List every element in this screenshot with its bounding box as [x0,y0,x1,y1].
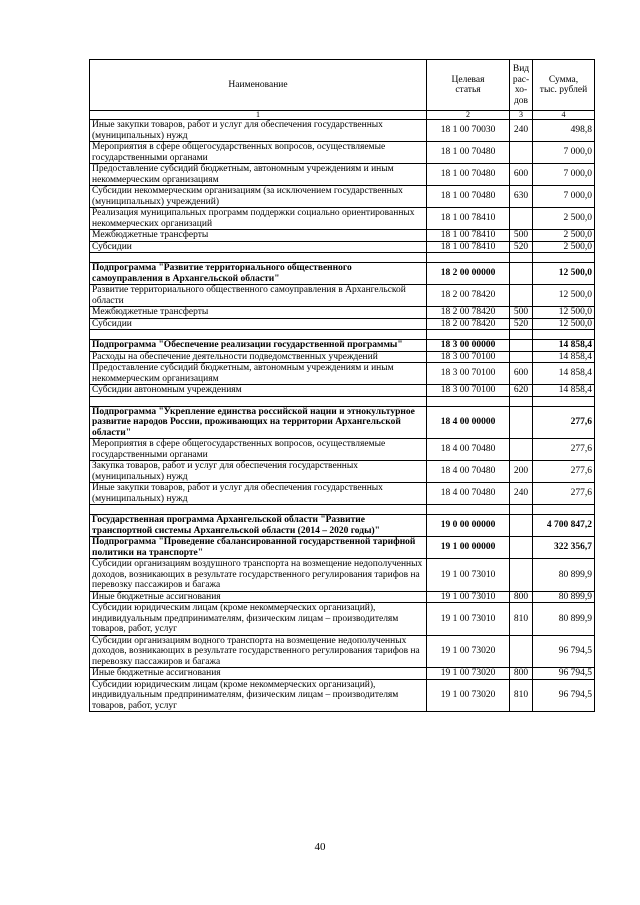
name-cell: Иные закупки товаров, работ и услуг для обеспечения государственных (муниципальных) нужд [90,483,427,505]
expense-kind-cell [510,351,533,363]
name-cell: Субсидии организациям водного транспорта на возмещение недополученных доходов, возникающих в результате государственного регулирования тарифов на перевозку пассажиров и багажа [90,635,427,668]
spacer-cell [90,330,427,340]
expense-kind-cell: 200 [510,461,533,483]
spacer-cell [533,396,595,406]
section-row [90,406,595,439]
name-cell: Субсидии юридическим лицам (кроме некоммерческих организаций), индивидуальным предпринимателям, физическим лицам – производителям товаров, работ, услуг [90,679,427,712]
table-row [90,385,595,397]
name-cell: Субсидии автономным учреждениям [90,385,427,397]
table-row [90,635,595,668]
expense-kind-cell: 500 [510,230,533,242]
table-row [90,164,595,186]
expense-kind-cell [510,263,533,285]
sum-cell: 80 899,9 [533,603,595,636]
target-code-cell: 18 1 00 70030 [427,120,510,142]
sum-cell: 498,8 [533,120,595,142]
table-row [90,120,595,142]
sum-cell: 2 500,0 [533,208,595,230]
budget-table [89,59,595,712]
spacer-cell [427,396,510,406]
target-code-cell: 18 1 00 70480 [427,142,510,164]
sum-cell: 277,6 [533,461,595,483]
expense-kind-cell: 800 [510,591,533,603]
expense-kind-cell: 810 [510,679,533,712]
sum-cell: 12 500,0 [533,318,595,330]
sum-cell: 80 899,9 [533,591,595,603]
name-cell: Развитие территориального общественного самоуправления в Архангельской области [90,285,427,307]
target-code-cell: 18 2 00 78420 [427,285,510,307]
name-cell: Закупка товаров, работ и услуг для обеспечения государственных (муниципальных) нужд [90,461,427,483]
expense-kind-cell: 520 [510,318,533,330]
name-cell: Предоставление субсидий бюджетным, автономным учреждениям и иным некоммерческим организациям [90,363,427,385]
target-code-cell: 19 1 00 73010 [427,603,510,636]
header-num-3: 3 [510,111,533,120]
spacer-cell [427,253,510,263]
sum-cell: 277,6 [533,439,595,461]
sum-cell: 7 000,0 [533,164,595,186]
table-row [90,208,595,230]
name-cell: Иные бюджетные ассигнования [90,668,427,680]
header-num-1: 1 [90,111,427,120]
expense-kind-cell: 600 [510,363,533,385]
spacer-cell [533,330,595,340]
table-row [90,679,595,712]
name-cell: Иные закупки товаров, работ и услуг для обеспечения государственных (муниципальных) нужд [90,120,427,142]
target-code-cell: 19 1 00 00000 [427,537,510,559]
table-header [90,60,595,120]
name-cell: Межбюджетные трансферты [90,230,427,242]
header-target: Целевая статья [427,60,510,111]
table-row [90,483,595,505]
header-num-2: 2 [427,111,510,120]
header-sum: Сумма, тыс. рублей [533,60,595,111]
name-cell: Государственная программа Архангельской области "Развитие транспортной системы Архангельской области (2014 – 2020 годы)" [90,515,427,537]
expense-kind-cell [510,406,533,439]
expense-kind-cell: 800 [510,668,533,680]
sum-cell: 96 794,5 [533,679,595,712]
expense-kind-cell: 240 [510,120,533,142]
expense-kind-cell: 520 [510,241,533,253]
header-name: Наименование [90,60,427,111]
target-code-cell: 18 3 00 70100 [427,385,510,397]
sum-cell: 12 500,0 [533,285,595,307]
name-cell: Подпрограмма "Проведение сбалансированной государственной тарифной политики на транспорте" [90,537,427,559]
spacer-cell [510,396,533,406]
spacer-cell [90,505,427,515]
sum-cell: 277,6 [533,406,595,439]
spacer-row [90,330,595,340]
spacer-cell [510,253,533,263]
sum-cell: 14 858,4 [533,385,595,397]
target-code-cell: 18 1 00 70480 [427,164,510,186]
target-code-cell: 18 4 00 00000 [427,406,510,439]
table-row [90,285,595,307]
name-cell: Межбюджетные трансферты [90,307,427,319]
name-cell: Мероприятия в сфере общегосударственных вопросов, осуществляемые государственными органами [90,142,427,164]
target-code-cell: 18 4 00 70480 [427,439,510,461]
target-code-cell: 18 2 00 78420 [427,307,510,319]
sum-cell: 12 500,0 [533,263,595,285]
name-cell: Субсидии [90,318,427,330]
spacer-cell [510,330,533,340]
name-cell: Подпрограмма "Развитие территориального общественного самоуправления в Архангельской области" [90,263,427,285]
table-body [90,120,595,712]
target-code-cell: 18 2 00 78420 [427,318,510,330]
name-cell: Подпрограмма "Укрепление единства российской нации и этнокультурное развитие народов России, проживающих на территории Архангельской области" [90,406,427,439]
spacer-cell [533,505,595,515]
expense-kind-cell [510,635,533,668]
sum-cell: 7 000,0 [533,186,595,208]
section-row [90,340,595,352]
expense-kind-cell [510,142,533,164]
expense-kind-cell [510,559,533,592]
table-row [90,318,595,330]
name-cell: Субсидии организациям воздушного транспорта на возмещение недополученных доходов, возникающих в результате государственного регулирования тарифов на перевозку пассажиров и багажа [90,559,427,592]
expense-kind-cell: 810 [510,603,533,636]
sum-cell: 14 858,4 [533,363,595,385]
table-row [90,439,595,461]
expense-kind-cell [510,208,533,230]
spacer-row [90,505,595,515]
table-row [90,351,595,363]
target-code-cell: 19 1 00 73010 [427,559,510,592]
name-cell: Предоставление субсидий бюджетным, автономным учреждениям и иным некоммерческим организациям [90,164,427,186]
table-row [90,363,595,385]
name-cell: Реализация муниципальных программ поддержки социально ориентированных некоммерческих организаций [90,208,427,230]
table-row [90,559,595,592]
target-code-cell: 18 3 00 00000 [427,340,510,352]
target-code-cell: 19 1 00 73020 [427,668,510,680]
target-code-cell: 19 0 00 00000 [427,515,510,537]
name-cell: Субсидии некоммерческим организациям (за исключением государственных (муниципальных) учреждений) [90,186,427,208]
spacer-cell [533,253,595,263]
expense-kind-cell: 240 [510,483,533,505]
sum-cell: 96 794,5 [533,668,595,680]
sum-cell: 80 899,9 [533,559,595,592]
expense-kind-cell [510,439,533,461]
table-row [90,241,595,253]
spacer-cell [427,330,510,340]
table-row [90,668,595,680]
expense-kind-cell [510,340,533,352]
table-row [90,603,595,636]
target-code-cell: 18 3 00 70100 [427,351,510,363]
table-row [90,142,595,164]
header-kind: Вид рас- хо- дов [510,60,533,111]
section-row [90,263,595,285]
expense-kind-cell: 630 [510,186,533,208]
name-cell: Субсидии юридическим лицам (кроме некоммерческих организаций), индивидуальным предпринимателям, физическим лицам – производителям товаров, работ, услуг [90,603,427,636]
spacer-row [90,253,595,263]
sum-cell: 7 000,0 [533,142,595,164]
target-code-cell: 18 4 00 70480 [427,461,510,483]
table-row [90,230,595,242]
expense-kind-cell: 500 [510,307,533,319]
expense-kind-cell [510,537,533,559]
sum-cell: 2 500,0 [533,241,595,253]
name-cell: Иные бюджетные ассигнования [90,591,427,603]
table-row [90,461,595,483]
target-code-cell: 19 1 00 73020 [427,679,510,712]
spacer-cell [510,505,533,515]
sum-cell: 4 700 847,2 [533,515,595,537]
expense-kind-cell [510,285,533,307]
sum-cell: 14 858,4 [533,351,595,363]
table-row [90,591,595,603]
sum-cell: 96 794,5 [533,635,595,668]
spacer-cell [90,253,427,263]
spacer-cell [90,396,427,406]
target-code-cell: 18 1 00 78410 [427,241,510,253]
target-code-cell: 18 4 00 70480 [427,483,510,505]
name-cell: Субсидии [90,241,427,253]
page-number: 40 [314,841,326,853]
target-code-cell: 18 1 00 78410 [427,208,510,230]
expense-kind-cell: 620 [510,385,533,397]
name-cell: Мероприятия в сфере общегосударственных вопросов, осуществляемые государственными органами [90,439,427,461]
expense-kind-cell [510,515,533,537]
sum-cell: 12 500,0 [533,307,595,319]
section-row [90,515,595,537]
target-code-cell: 19 1 00 73020 [427,635,510,668]
header-num-4: 4 [533,111,595,120]
table-row [90,307,595,319]
sum-cell: 2 500,0 [533,230,595,242]
target-code-cell: 18 1 00 70480 [427,186,510,208]
target-code-cell: 19 1 00 73010 [427,591,510,603]
target-code-cell: 18 3 00 70100 [427,363,510,385]
expense-kind-cell: 600 [510,164,533,186]
spacer-cell [427,505,510,515]
name-cell: Подпрограмма "Обеспечение реализации государственной программы" [90,340,427,352]
sum-cell: 322 356,7 [533,537,595,559]
section-row [90,537,595,559]
name-cell: Расходы на обеспечение деятельности подведомственных учреждений [90,351,427,363]
spacer-row [90,396,595,406]
target-code-cell: 18 1 00 78410 [427,230,510,242]
sum-cell: 14 858,4 [533,340,595,352]
target-code-cell: 18 2 00 00000 [427,263,510,285]
table-row [90,186,595,208]
sum-cell: 277,6 [533,483,595,505]
